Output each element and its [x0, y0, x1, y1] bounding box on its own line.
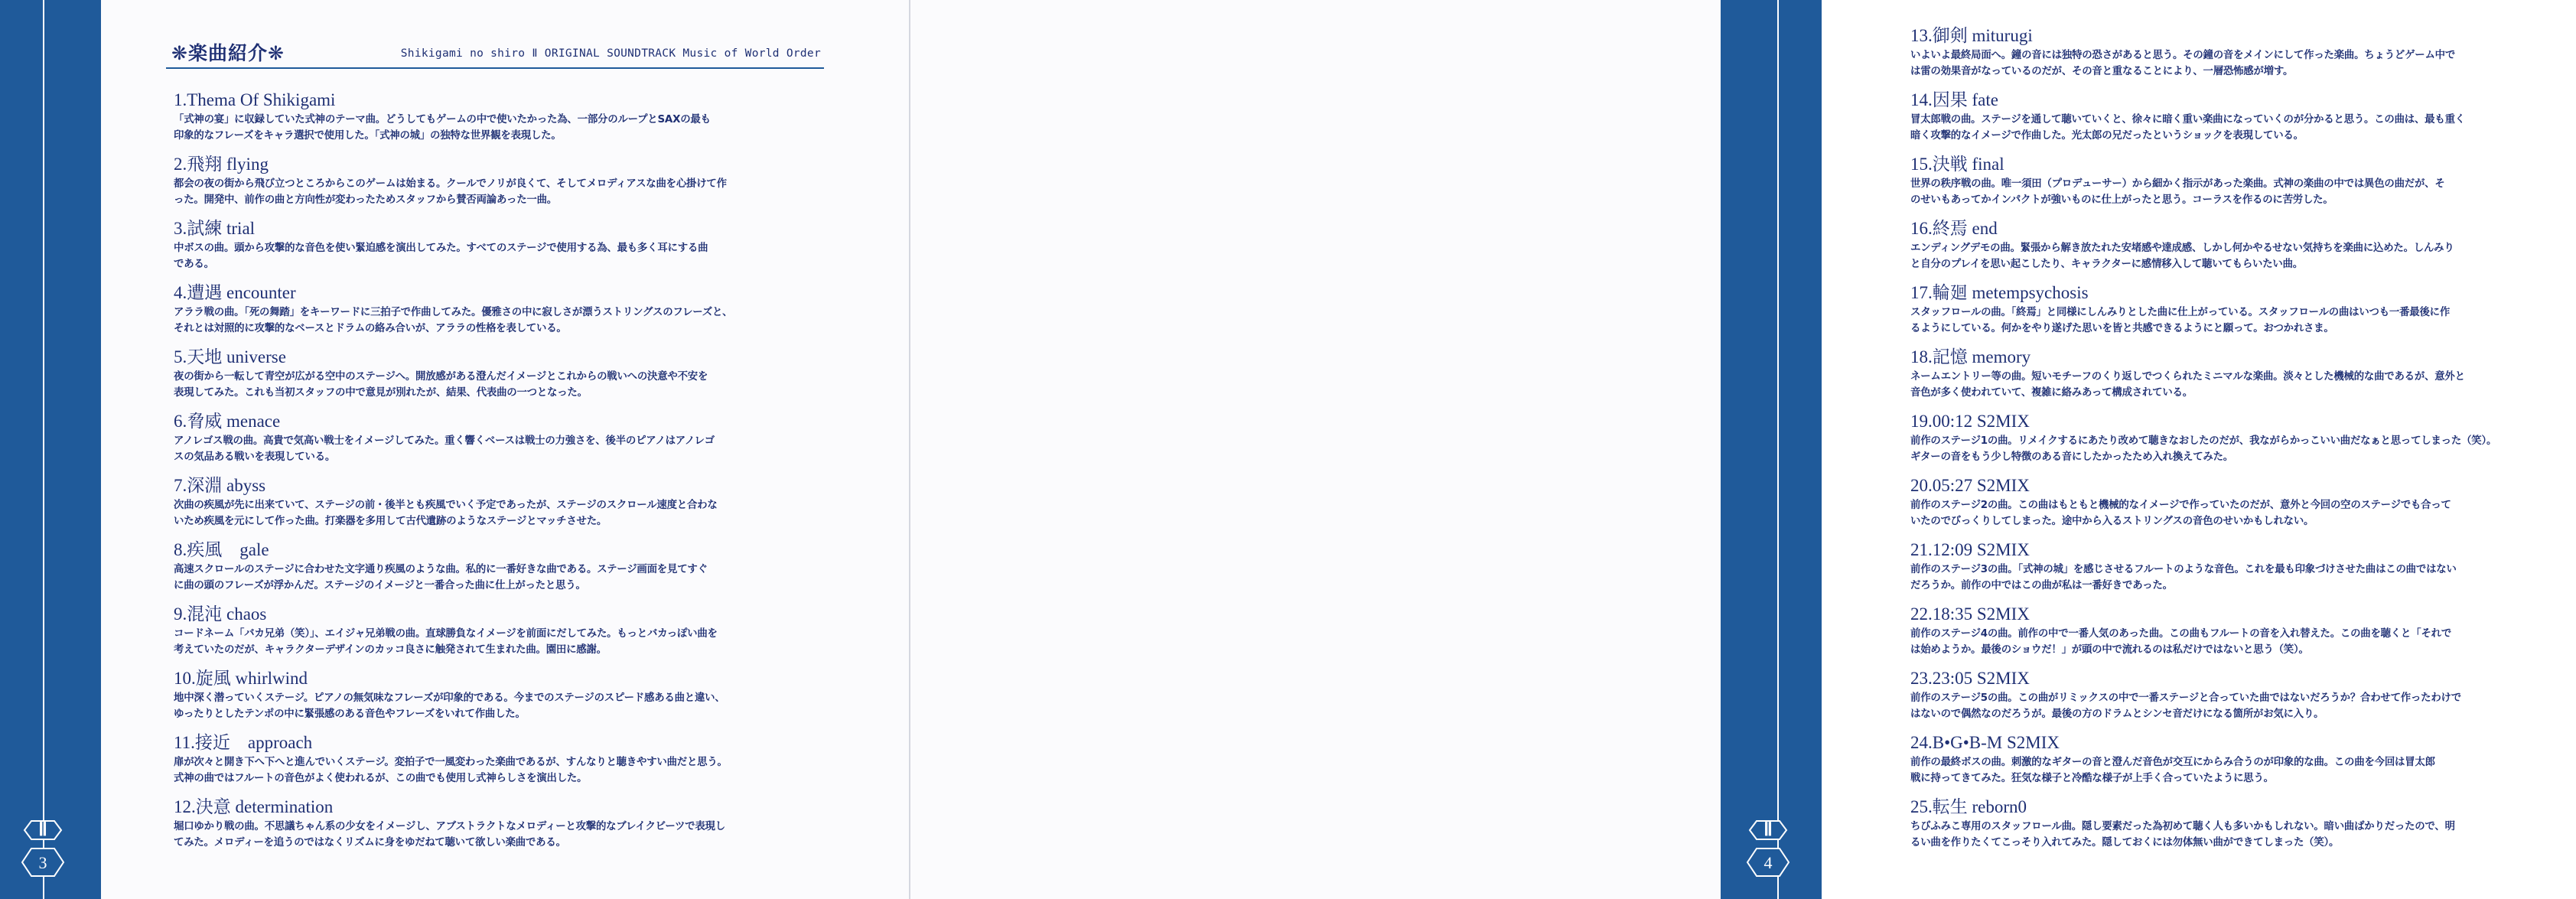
description-line: 前作の最終ボスの曲。刺激的なギターの音と澄んだ音色が交互にからみ合うのが印象的な曲。この曲を今回は冒太郎	[1910, 757, 2435, 768]
track-title: 8.疾風 gale	[174, 540, 269, 559]
track-title: 23.23:05 S2MIX	[1910, 669, 2030, 688]
track-title: 16.終焉 end	[1910, 219, 1998, 238]
track-title: 6.脅威 menace	[174, 412, 281, 431]
album-subtitle: Shikigami no shiro Ⅱ ORIGINAL SOUNDTRACK Music of World Order	[400, 47, 821, 60]
track-entry	[174, 797, 839, 862]
track-title: 17.輪廻 metempsychosis	[1910, 283, 2089, 302]
track-description	[174, 112, 839, 144]
right-band-line	[1777, 0, 1779, 899]
track-title: 12.決意 determination	[174, 797, 334, 816]
track-description	[1910, 240, 2576, 272]
description-line: エンディングデモの曲。緊張から解き放たれた安堵感や達成感、しかし何かやるせない気持ちを楽曲に込めた。しんみり	[1910, 243, 2454, 254]
track-entry	[1910, 90, 2576, 155]
description-line: いため疾風を元にして作った曲。打楽器を多用して古代遺跡のようなステージとマッチさせた。	[174, 516, 607, 527]
track-description	[174, 754, 839, 787]
track-title: 15.決戦 final	[1910, 155, 2004, 174]
description-line: 前作のステージ2の曲。この曲はもともと機械的なイメージで作っていたのだが、意外と今回の空のステージでも合って	[1910, 500, 2451, 511]
description-line: いよいよ最終局面へ。鐘の音には独特の恐さがあると思う。その鐘の音をメインにして作った楽曲。ちょうどゲーム中で	[1910, 50, 2456, 61]
left-page-number: 3	[38, 853, 47, 872]
track-description	[174, 819, 839, 851]
description-line: 戦に持ってきてみた。狂気な様子と冷酷な様子が上手く合っていたように思う。	[1910, 773, 2274, 784]
description-line: るい曲を作りたくてこっそり入れてみた。隠しておくには勿体無い曲ができてしまった（笑）。	[1910, 837, 2340, 849]
track-entry	[1910, 540, 2576, 604]
description-line: のせいもあってかインパクトが強いものに仕上がったと思う。コーラスを作るのに苦労した。	[1910, 194, 2333, 206]
track-entry	[174, 412, 839, 476]
description-line: 中ボスの曲。頭から攻撃的な音色を使い緊迫感を演出してみた。すべてのステージで使用する為、最も多く耳にする曲	[174, 243, 708, 254]
description-line: ネームエントリー等の曲。短いモチーフのくり返しでつくられたミニマルな楽曲。淡々とした機械的な曲であるが、意外と	[1910, 371, 2465, 383]
description-line: だろうか。前作の中ではこの曲が私は一番好きであった。	[1910, 580, 2173, 591]
description-line: 夜の街から一転して青空が広がる空中のステージへ。開放感がある澄んだイメージとこれからの戦いへの決意や不安を	[174, 371, 708, 383]
track-title: 11.接近 approach	[174, 733, 313, 752]
description-line: である。	[174, 259, 214, 270]
track-title: 10.旋風 whirlwind	[174, 669, 308, 688]
right-page-badge	[1745, 816, 1791, 881]
description-line: 前作のステージ1の曲。リメイクするにあたり改めて聴きなおしたのだが、我ながらかっこいい曲だなぁと思ってしまった（笑）。	[1910, 435, 2497, 447]
description-line: 暗く攻撃的なイメージで作曲した。光太郎の兄だったというショックを表現している。	[1910, 130, 2304, 142]
description-line: 前作のステージ4の曲。前作の中で一番人気のあった曲。この曲もフルートの音を入れ替えた。この曲を聴くと「それで	[1910, 628, 2452, 640]
track-title: 4.遭遇 encounter	[174, 283, 296, 302]
description-line: に曲の頭のフレーズが浮かんだ。ステージのイメージと一番合った曲に仕上がったと思う。	[174, 580, 586, 591]
track-title: 13.御剣 miturugi	[1910, 26, 2033, 45]
track-title: 3.試練 trial	[174, 219, 256, 238]
track-description	[174, 562, 839, 594]
description-line: るようにしている。何かをやり遂げた思いを皆と共感できるようにと願って。おつかれさま。	[1910, 323, 2334, 334]
right-side-band	[1721, 0, 1822, 899]
track-entry	[174, 669, 839, 733]
track-title: 25.転生 reborn0	[1910, 797, 2027, 816]
track-entry	[1910, 669, 2576, 733]
description-line: てみた。メロディーを追うのではなくリズムに身をゆだねて聴いて欲しい楽曲である。	[174, 837, 566, 849]
track-description	[1910, 626, 2576, 658]
track-description	[1910, 176, 2576, 208]
description-line: と自分のプレイを思い起こしたり、キャラクターに感情移入して聴いてもらいたい曲。	[1910, 259, 2303, 270]
page-header	[166, 35, 824, 69]
description-line: コードネーム「バカ兄弟（笑）」、エイジャ兄弟戦の曲。直球勝負なイメージを前面にだしてみた。もっとバカっぽい曲を	[174, 628, 718, 640]
track-entry	[174, 476, 839, 540]
description-line: 都会の夜の街から飛び立つところからこのゲームは始まる。クールでノリが良くて、そしてメロディアスな曲を心掛けて作	[174, 178, 727, 190]
right-page-number: 4	[1763, 853, 1773, 872]
track-entry	[1910, 476, 2576, 540]
track-description	[1910, 690, 2576, 722]
track-entry	[1910, 155, 2576, 219]
track-description	[1910, 47, 2576, 80]
left-page-badge	[20, 816, 66, 881]
right-volume-numeral: Ⅱ	[1763, 820, 1773, 840]
track-title: 1.Thema Of Shikigami	[174, 90, 336, 109]
description-line: 印象的なフレーズをキャラ選択で使用した。「式神の城」の独特な世界観を表現した。	[174, 130, 562, 142]
track-entry	[1910, 733, 2576, 797]
track-entry	[1910, 604, 2576, 669]
left-page	[0, 0, 910, 899]
track-entry	[174, 540, 839, 604]
description-line: は始めようか。最後のショウだ！」が頭の中で流れるのは私だけではないと思う（笑）。	[1910, 644, 2309, 656]
left-volume-numeral: Ⅱ	[38, 820, 47, 840]
description-line: った。開発中、前作の曲と方向性が変わったためスタッフから賛否両論あった一曲。	[174, 194, 557, 206]
description-line: はないので偶然なのだろうが。最後の方のドラムとシンセ音だけになる箇所がお気に入り。	[1910, 708, 2324, 720]
track-title: 9.混沌 chaos	[174, 604, 267, 624]
description-line: 高速スクロールのステージに合わせた文字通り疾風のような曲。私的に一番好きな曲である。ステージ画面を見てすぐ	[174, 564, 708, 575]
track-entry	[1910, 283, 2576, 347]
description-line: 表現してみた。これも当初スタッフの中で意見が別れたが、結果、代表曲の一つとなった。	[174, 387, 588, 399]
track-title: 21.12:09 S2MIX	[1910, 540, 2030, 559]
description-line: アララ戦の曲。「死の舞踏」をキーワードに三拍子で作曲してみた。優雅さの中に寂しさが漂うストリングスのフレーズと、	[174, 307, 733, 318]
track-entry	[1910, 347, 2576, 412]
track-description	[174, 690, 839, 722]
description-line: 世界の秩序戦の曲。唯一須田（プロデューサー）から細かく指示があった楽曲。式神の楽曲の中では異色の曲だが、そ	[1910, 178, 2445, 190]
track-entry	[174, 283, 839, 347]
right-page	[910, 0, 2497, 899]
description-line: アノレゴス戦の曲。高貴で気高い戦士をイメージしてみた。重く響くベースは戦士の力強さを、後半のピアノはアノレゴ	[174, 435, 715, 447]
description-line: いたのでびっくりしてしまった。途中から入るストリングスの音色のせいかもしれない。	[1910, 516, 2314, 527]
track-description	[174, 369, 839, 401]
track-description	[1910, 754, 2576, 787]
description-line: ちびふみこ専用のスタッフロール曲。隠し要素だった為初めて聴く人も多いかもしれない。暗い曲ばかりだったので、明	[1910, 821, 2455, 832]
track-title: 7.深淵 abyss	[174, 476, 266, 495]
track-entry	[174, 155, 839, 219]
description-line: ゆったりとしたテンポの中に緊張感のある音色やフレーズをいれて作曲した。	[174, 708, 526, 720]
track-title: 24.B•G•B-M S2MIX	[1910, 733, 2060, 752]
track-title: 5.天地 universe	[174, 347, 286, 366]
track-description	[1910, 497, 2576, 529]
track-title: 2.飛翔 flying	[174, 155, 269, 174]
description-line: は雷の効果音がなっているのだが、その音と重なることにより、一層恐怖感が増す。	[1910, 66, 2294, 77]
track-entry	[1910, 412, 2576, 476]
description-line: 「式神の宴」に収録していた式神のテーマ曲。どうしてもゲームの中で使いたかった為、一部分のループとSAXの最も	[174, 114, 711, 125]
track-entry	[174, 733, 839, 797]
track-title: 20.05:27 S2MIX	[1910, 476, 2030, 495]
track-entry	[1910, 26, 2576, 90]
track-description	[174, 626, 839, 658]
description-line: 前作のステージ3の曲。「式神の城」を感じさせるフルートのような音色。これを最も印象づけさせた曲はこの曲ではない	[1910, 564, 2457, 575]
left-side-band	[0, 0, 101, 899]
track-description	[174, 433, 839, 465]
description-line: 音色が多く使われていて、複雑に絡みあって構成されている。	[1910, 387, 2193, 399]
track-description	[1910, 369, 2576, 401]
track-description	[1910, 433, 2576, 465]
description-line: 前作のステージ5の曲。この曲がリミックスの中で一番ステージと合っていた曲ではないだろうか？合わせて作ったわけで	[1910, 692, 2461, 704]
track-entry	[174, 219, 839, 283]
track-description	[174, 176, 839, 208]
track-description	[1910, 112, 2576, 144]
track-description	[1910, 819, 2576, 851]
left-band-line	[43, 0, 44, 899]
left-track-list	[174, 90, 839, 862]
track-title: 19.00:12 S2MIX	[1910, 412, 2030, 431]
description-line: 堀口ゆかり戦の曲。不思議ちゃん系の少女をイメージし、アブストラクトなメロディーと攻撃的なブレイクビーツで表現し	[174, 821, 725, 832]
track-title: 18.記憶 memory	[1910, 347, 2031, 366]
track-entry	[174, 604, 839, 669]
description-line: スタッフロールの曲。「終焉」と同様にしんみりとした曲に仕上がっている。スタッフロールの曲はいつも一番最後に作	[1910, 307, 2451, 318]
description-line: 扉が次々と開き下へ下へと進んでいくステージ。変拍子で一風変わった楽曲であるが、すんなりと聴きやすい曲だと思う。	[174, 757, 728, 768]
track-entry	[174, 347, 839, 412]
description-line: 考えていたのだが、キャラクターデザインのカッコ良さに触発されて生まれた曲。園田に感謝。	[174, 644, 607, 656]
track-description	[1910, 562, 2576, 594]
track-description	[174, 497, 839, 529]
track-description	[174, 305, 839, 337]
description-line: 次曲の疾風が先に出来ていて、ステージの前・後半とも疾風でいく予定であったが、ステージのスクロール速度と合わな	[174, 500, 718, 511]
track-entry	[1910, 797, 2576, 862]
track-description	[174, 240, 839, 272]
track-description	[1910, 305, 2576, 337]
track-entry	[1910, 219, 2576, 283]
description-line: 地中深く潜っていくステージ。ピアノの無気味なフレーズが印象的である。今までのステージのスピード感ある曲と違い、	[174, 692, 725, 704]
track-title: 22.18:35 S2MIX	[1910, 604, 2030, 624]
track-entry	[174, 90, 839, 155]
description-line: 冒太郎戦の曲。ステージを通して聴いていくと、徐々に暗く重い楽曲になっていくのが分かると思う。この曲は、最も重く	[1910, 114, 2465, 125]
description-line: ギターの音をもう少し特徴のある音にしたかったため入れ換えてみた。	[1910, 451, 2233, 463]
track-title: 14.因果 fate	[1910, 90, 1998, 109]
description-line: それとは対照的に攻撃的なベースとドラムの絡み合いが、アララの性格を表している。	[174, 323, 567, 334]
page-title: ❋楽曲紹介❋	[171, 42, 285, 64]
right-track-list	[1910, 26, 2576, 862]
description-line: スの気品ある戦いを表現している。	[174, 451, 336, 463]
description-line: 式神の曲ではフルートの音色がよく使われるが、この曲でも使用し式神らしさを演出した。	[174, 773, 588, 784]
